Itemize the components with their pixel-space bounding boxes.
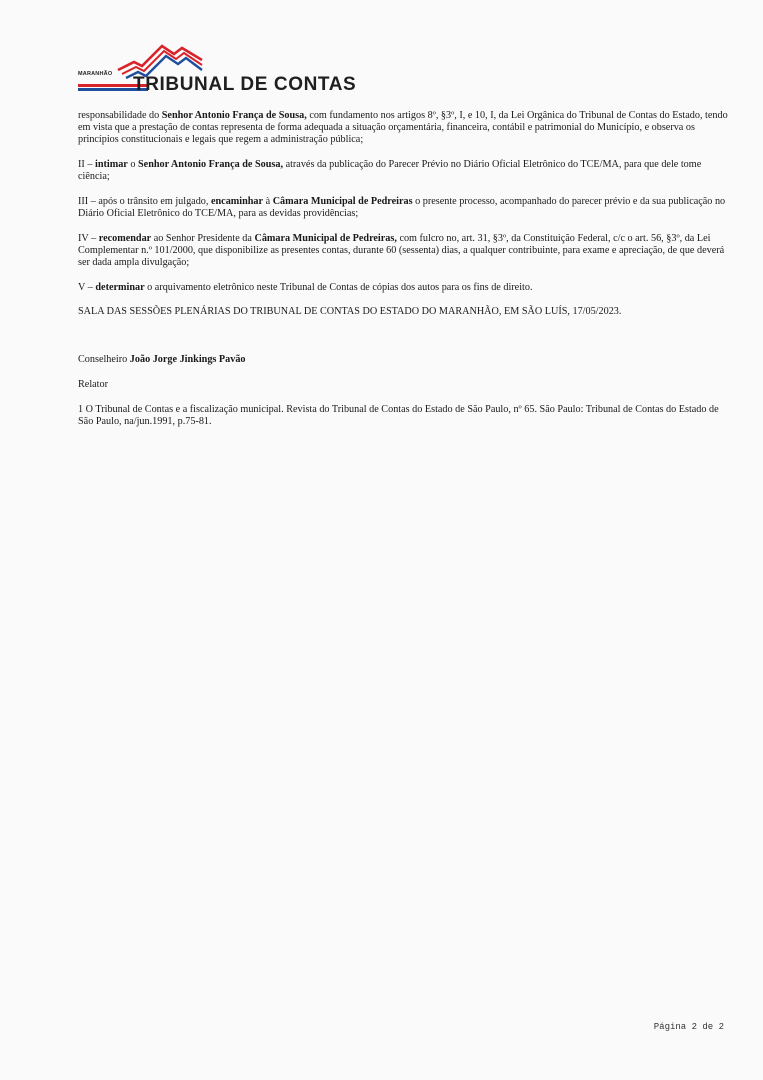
text: III – após o trânsito em julgado, bbox=[78, 195, 211, 207]
tribunal-logo bbox=[78, 40, 360, 94]
page-number: Página 2 de 2 bbox=[653, 1022, 724, 1032]
document-body bbox=[78, 110, 728, 440]
text: à bbox=[263, 195, 273, 207]
text: o arquivamento eletrônico neste Tribunal de Contas de cópias dos autos para os fins de direito. bbox=[144, 281, 533, 293]
text: IV – bbox=[78, 232, 99, 244]
bold-name: Senhor Antonio França de Sousa, bbox=[161, 110, 307, 121]
logo-state-label: MARANHÃO bbox=[78, 71, 113, 77]
paragraph-session-date: SALA DAS SESSÕES PLENÁRIAS DO TRIBUNAL DE CONTAS DO ESTADO DO MARANHÃO, EM SÃO LUÍS, 17/05/2023. bbox=[78, 306, 622, 318]
text: com fulcro no, art. 31, §3º, da Constituição Federal, c/c o art. 56, §3º, da Lei Complementar n.º 101/2000, que disponibilize as presentes contas, durante 60 (sessenta) dias, a qualquer contribuinte, para exame e apreciação, de que deverá ser dada ampla divulgação; bbox=[78, 232, 725, 268]
paragraph-responsabilidade bbox=[78, 110, 728, 147]
bold-verb: recomendar bbox=[98, 232, 152, 244]
logo-title: TRIBUNAL DE CONTAS bbox=[133, 74, 357, 95]
bold-verb: determinar bbox=[95, 281, 145, 293]
footnote: 1 O Tribunal de Contas e a fiscalização municipal. Revista do Tribunal de Contas do Estado de São Paulo, nº 65. São Paulo: Tribunal de Contas do Estado de São Paulo, na/jun.1991, p.75-81. bbox=[78, 403, 719, 427]
text: II – bbox=[78, 159, 95, 170]
bold-verb: encaminhar bbox=[210, 195, 264, 207]
signature-line bbox=[78, 354, 728, 366]
text: o presente processo, acompanhado do parecer prévio e da sua publicação no Diário Oficial Eletrônico do TCE/MA, para as devidas providências; bbox=[78, 195, 726, 219]
text: com fundamento nos artigos 8º, §3º, I, e 10, I, da Lei Orgânica do Tribunal de Contas do Estado, tendo em vista que a prestação de contas representa de forma adequada a situação orçamentária, financeira, contábil e patrimonial do Município, e observa os princípios constitucionais e legais que regem a administração pública; bbox=[78, 110, 728, 146]
paragraph-item-iv bbox=[78, 233, 728, 270]
signatory-role: Relator bbox=[78, 378, 108, 390]
text: Conselheiro bbox=[78, 354, 130, 366]
text: V – bbox=[78, 281, 96, 293]
text: responsabilidade do bbox=[78, 110, 162, 121]
bold-name: Câmara Municipal de Pedreiras bbox=[272, 195, 413, 207]
paragraph-item-ii bbox=[78, 159, 728, 183]
bold-name: Senhor Antonio França de Sousa, bbox=[138, 159, 284, 170]
text: através da publicação do Parecer Prévio no Diário Oficial Eletrônico do TCE/MA, para que dele tome ciência; bbox=[78, 159, 702, 183]
bold-verb: intimar bbox=[94, 159, 128, 170]
bold-name: Câmara Municipal de Pedreiras, bbox=[254, 232, 397, 244]
paragraph-item-v bbox=[78, 282, 728, 294]
signatory-name: João Jorge Jinkings Pavão bbox=[129, 354, 246, 366]
text: ao Senhor Presidente da bbox=[151, 232, 255, 244]
text: o bbox=[127, 159, 138, 170]
paragraph-item-iii bbox=[78, 196, 728, 220]
